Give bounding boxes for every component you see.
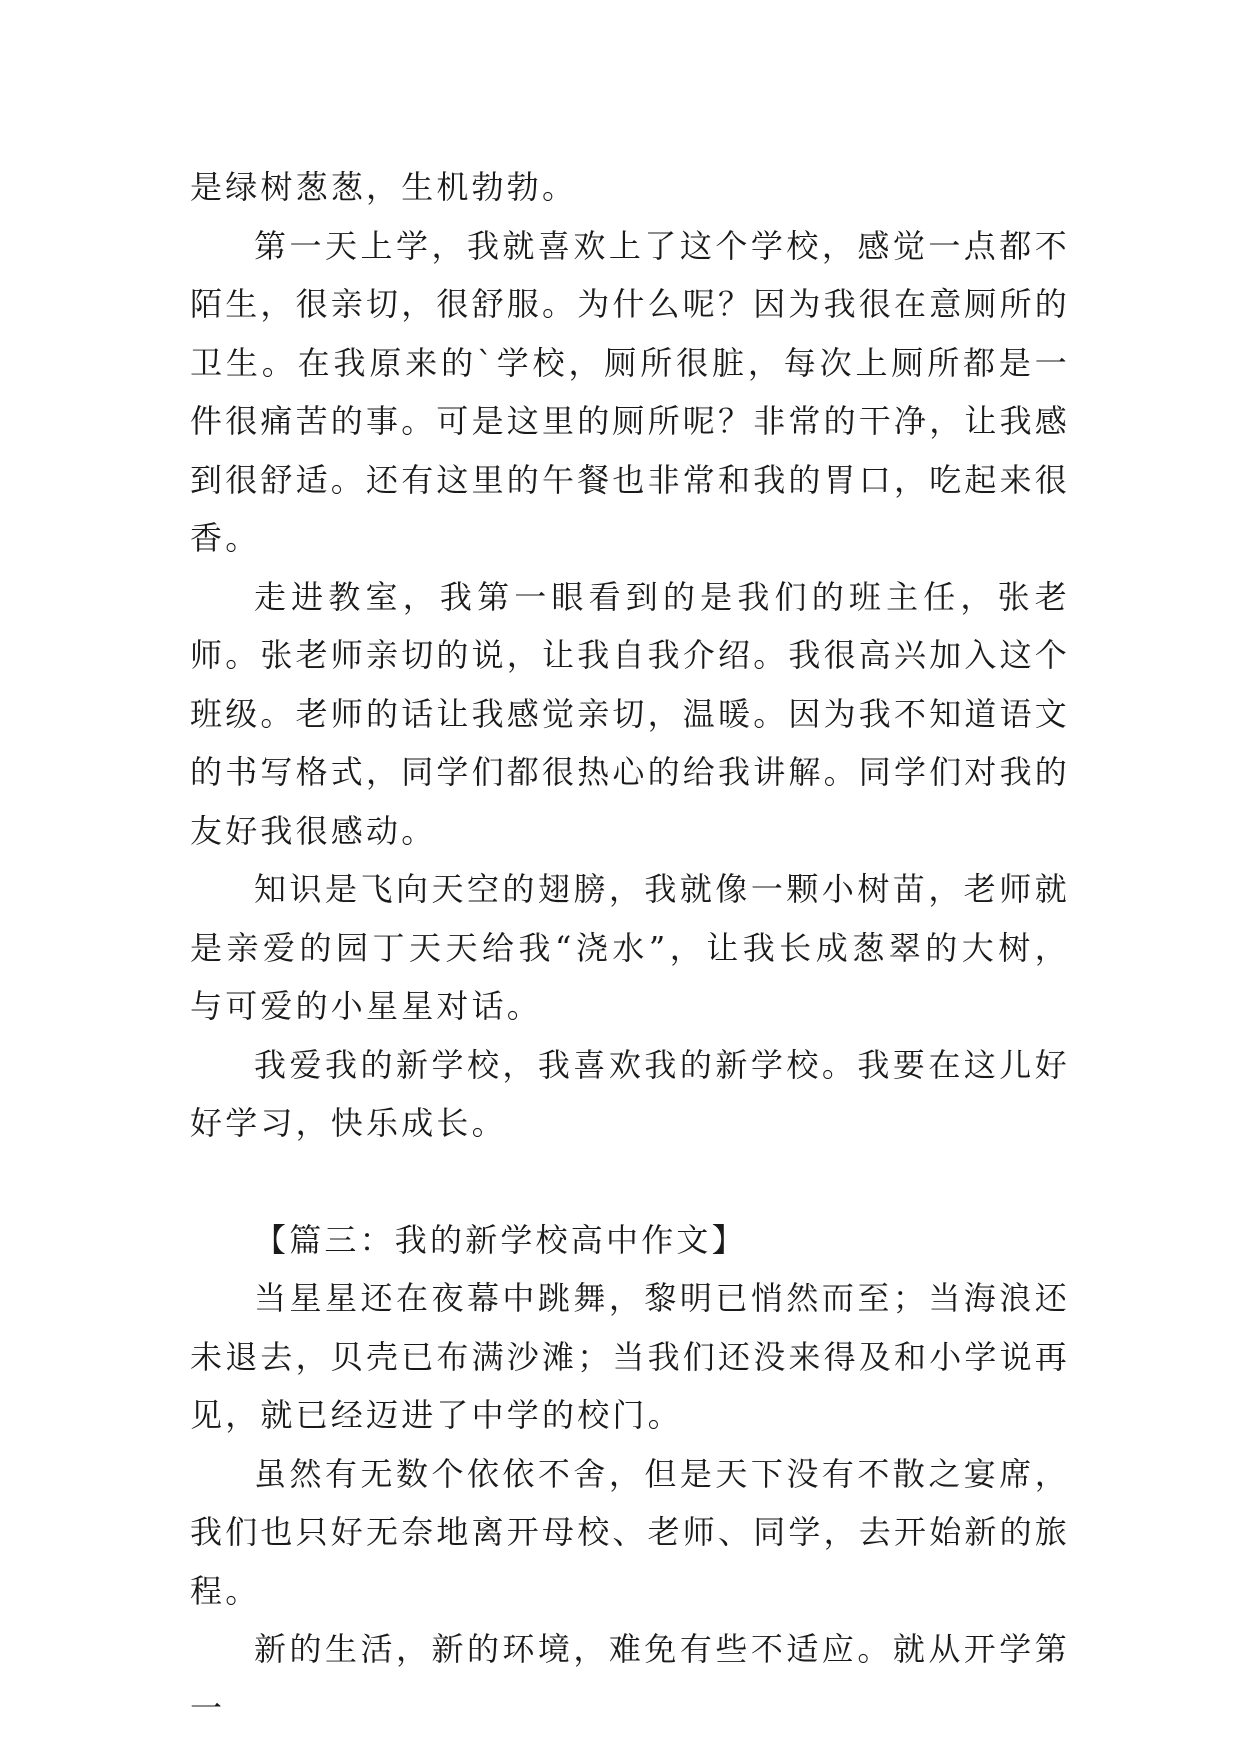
- paragraph-3: 走进教室，我第一眼看到的是我们的班主任，张老师。张老师亲切的说，让我自我介绍。我很高兴加入这个班级。老师的话让我感觉亲切，温暖。因为我不知道语文的书写格式，同学们都很热心的给我讲解。同学们对我的友好我很感动。: [190, 577, 1071, 850]
- paragraph-4: 知识是飞向天空的翅膀，我就像一颗小树苗，老师就是亲爱的园丁天天给我“浇水”，让我长成葱翠的大树，与可爱的小星星对话。: [190, 870, 1070, 1025]
- paragraph-2: 第一天上学，我就喜欢上了这个学校，感觉一点都不陌生，很亲切，很舒服。为什么呢？因为我很在意厕所的卫生。在我原来的`学校，厕所很脏，每次上厕所都是一件很痛苦的事。可是这里的厕所呢？非常的干净，让我感到很舒适。还有这里的午餐也非常和我的胃口，吃起来很香。: [190, 226, 1071, 557]
- section-paragraph-2: 虽然有无数个依依不舍，但是天下没有不散之宴席，我们也只好无奈地离开母校、老师、同学，去开始新的旅程。: [190, 1454, 1071, 1610]
- essay-body: [190, 158, 1070, 1737]
- paragraph-5: 我爱我的新学校，我喜欢我的新学校。我要在这儿好好学习，快乐成长。: [190, 1045, 1070, 1142]
- section-paragraph-3: 新的生活，新的环境，难免有些不适应。就从开学第一: [190, 1630, 1070, 1727]
- section-heading: 【篇三：我的新学校高中作文】: [254, 1220, 747, 1259]
- section-gap: [190, 1153, 1070, 1211]
- paragraph-1: 是绿树葱葱，生机勃勃。: [190, 168, 578, 206]
- section-paragraph-1: 当星星还在夜幕中跳舞，黎明已悄然而至；当海浪还未退去，贝壳已布满沙滩；当我们还没来得及和小学说再见，就已经迈进了中学的校门。: [190, 1279, 1071, 1434]
